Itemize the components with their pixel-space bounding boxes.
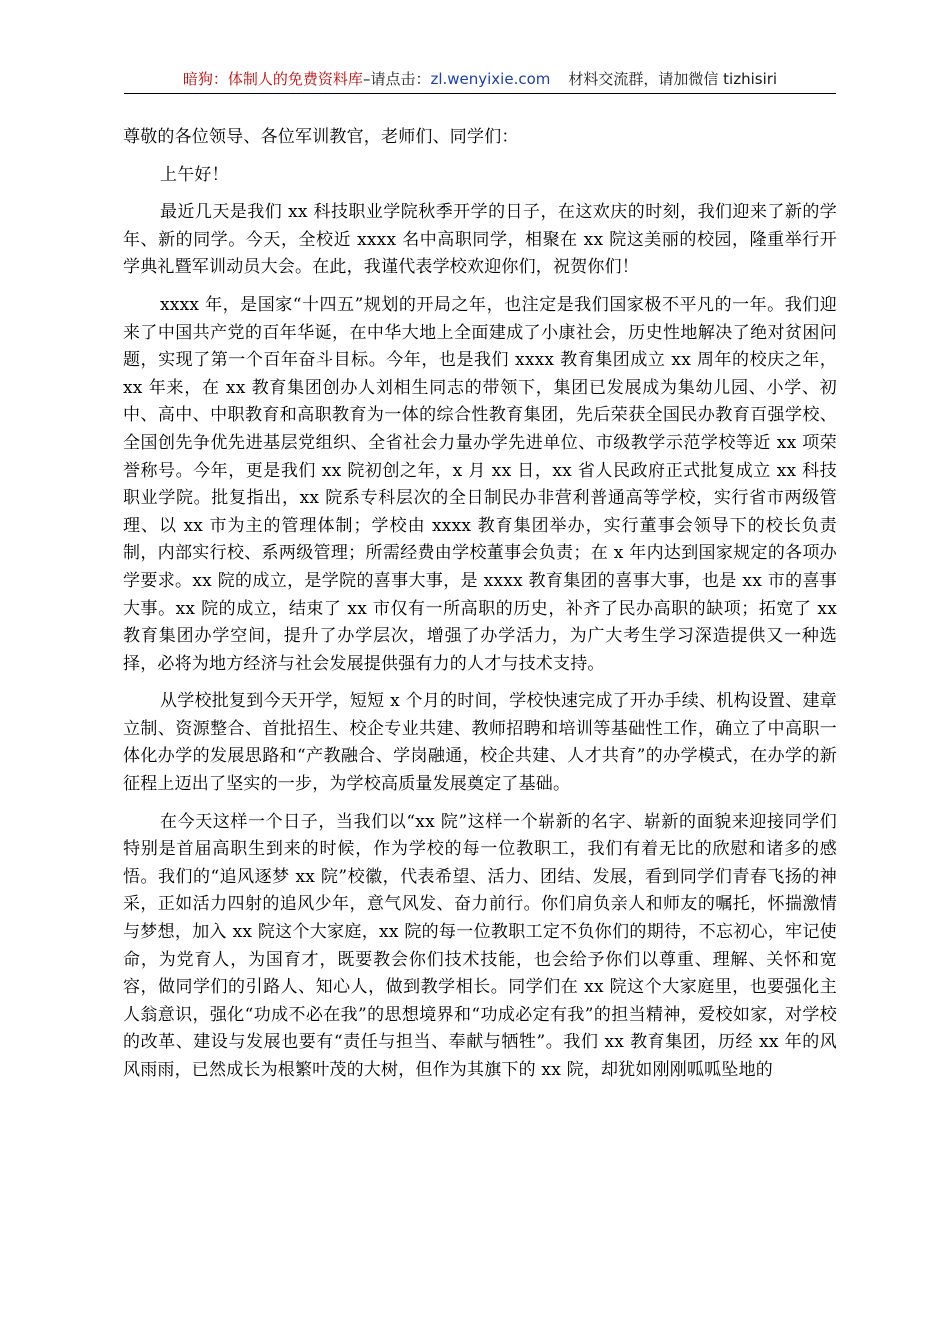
page-header — [124, 66, 836, 94]
header-link-prompt: –请点击： — [362, 70, 431, 88]
header-url-link[interactable]: zl.wenyixie.com — [430, 70, 551, 88]
paragraph-2: xxxx 年，是国家“十四五”规划的开局之年，也注定是我们国家极不平凡的一年。我们迎来了中国共产党的百年华诞，在中华大地上全面建成了小康社会，历史性地解决了绝对贫困问题，实现了第一个百年奋斗目标。今年，也是我们 xxxx 教育集团成立 xx 周年的校庆之年，xx 年来，在 xx 教育集团创办人刘相生同志的带领下，集团已发展成为集幼儿园、小学、初中、高中、中职教育和高职教育为一体的综合性教育集团，先后荣获全国民办教育百强学校、全国创先争优先进基层党组织、全省社会力量办学先进单位、市级教学示范学校等近 xx 项荣誉称号。今年，更是我们 xx 院初创之年，x 月 xx 日，xx 省人民政府正式批复成立 xx 科技职业学院。批复指出，xx 院系专科层次的全日制民办非营利普通高等学校，实行省市两级管理、以 xx 市为主的管理体制；学校由 xxxx 教育集团举办，实行董事会领导下的校长负责制，内部实行校、系两级管理；所需经费由学校董事会负责；在 x 年内达到国家规定的各项办学要求。xx 院的成立，是学院的喜事大事，是 xxxx 教育集团的喜事大事，也是 xx 市的喜事大事。xx 院的成立，结束了 xx 市仅有一所高职的历史，补齐了民办高职的缺项；拓宽了 xx 教育集团办学空间，提升了办学层次，增强了办学活力，为广大考生学习深造提供又一种选择，必将为地方经济与社会发展提供强有力的人才与技术支持。 — [123, 294, 837, 674]
paragraph-3: 从学校批复到今天开学，短短 x 个月的时间，学校快速完成了开办手续、机构设置、建章立制、资源整合、首批招生、校企专业共建、教师招聘和培训等基础性工作，确立了中高职一体化办学的发展思路和“产教融合、学岗融通，校企共建、人才共育”的办学模式，在办学的新征程上迈出了坚实的一步，为学校高质量发展奠定了基础。 — [123, 691, 837, 795]
paragraph-1: 最近几天是我们 xx 科技职业学院秋季开学的日子，在这欢庆的时刻，我们迎来了新的学年、新的同学。今天，全校近 xxxx 名中高职同学，相聚在 xx 院这美丽的校园，隆重举行开学典礼暨军训动员大会。在此，我谨代表学校欢迎你们，祝贺你们！ — [123, 202, 837, 278]
salutation: 尊敬的各位领导、各位军训教官，老师们、同学们： — [123, 127, 519, 147]
header-brand: 暗狗：体制人的免费资料库 — [182, 70, 363, 88]
header-contact: 材料交流群，请加微信 tizhisiri — [568, 70, 778, 88]
document-body — [123, 124, 837, 1095]
paragraph-4: 在今天这样一个日子，当我们以“xx 院”这样一个崭新的名字、崭新的面貌来迎接同学们特别是首届高职生到来的时候，作为学校的每一位教职工，我们有着无比的欣慰和诸多的感悟。我们的“追风逐梦 xx 院”校徽，代表希望、活力、团结、发展，看到同学们青春飞扬的神采，正如活力四射的追风少年，意气风发、奋力前行。你们肩负亲人和师友的嘱托，怀揣激情与梦想，加入 xx 院这个大家庭，xx 院的每一位教职工定不负你们的期待，不忘初心，牢记使命，为党育人，为国育才，既要教会你们技术技能，也会给予你们以尊重、理解、关怀和宽容，做同学们的引路人、知心人，做到教学相长。同学们在 xx 院这个大家庭里，也要强化主人翁意识，强化“功成不必在我”的思想境界和“功成必定有我”的担当精神，爱校如家，对学校的改革、建设与发展也要有“责任与担当、奉献与牺牲”。我们 xx 教育集团，历经 xx 年的风风雨雨，已然成长为根繁叶茂的大树，但作为其旗下的 xx 院，却犹如刚刚呱呱坠地的 — [123, 811, 837, 1080]
greeting: 上午好！ — [160, 164, 229, 185]
